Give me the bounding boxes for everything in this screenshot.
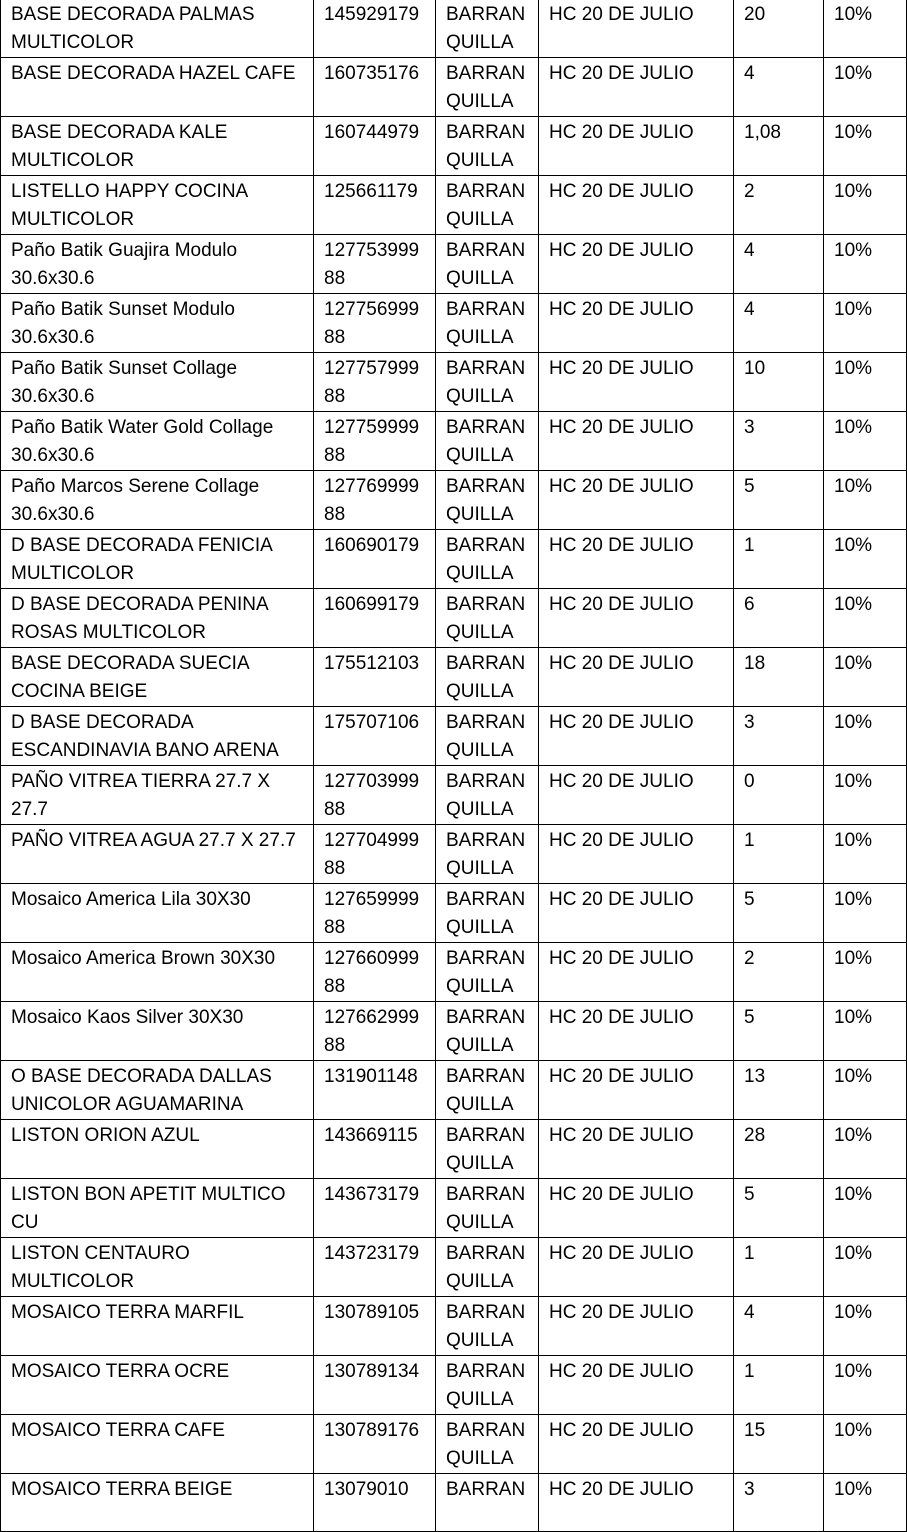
percentage-cell: 10% <box>824 1061 907 1120</box>
percentage-cell: 10% <box>824 1002 907 1061</box>
table-row <box>1 1415 907 1474</box>
code-cell: 160690179 <box>314 530 436 589</box>
product-name-cell: Paño Batik Water Gold Collage 30.6x30.6 <box>1 412 314 471</box>
code-cell: 125661179 <box>314 176 436 235</box>
store-cell: HC 20 DE JULIO <box>539 0 734 58</box>
percentage-cell: 10% <box>824 1120 907 1179</box>
quantity-cell: 1 <box>734 1238 824 1297</box>
product-name-cell: BASE DECORADA SUECIA COCINA BEIGE <box>1 648 314 707</box>
table-row <box>1 1061 907 1120</box>
quantity-cell: 5 <box>734 884 824 943</box>
percentage-cell: 10% <box>824 176 907 235</box>
code-cell: 12770399988 <box>314 766 436 825</box>
code-cell: 175512103 <box>314 648 436 707</box>
percentage-cell: 10% <box>824 471 907 530</box>
product-name-cell: Mosaico Kaos Silver 30X30 <box>1 1002 314 1061</box>
code-cell: 13079010 <box>314 1474 436 1532</box>
product-name-cell: BASE DECORADA HAZEL CAFE <box>1 58 314 117</box>
city-cell: BARRAN <box>436 1474 539 1532</box>
store-cell: HC 20 DE JULIO <box>539 58 734 117</box>
quantity-cell: 1 <box>734 1356 824 1415</box>
table-row <box>1 235 907 294</box>
quantity-cell: 1 <box>734 530 824 589</box>
city-cell: BARRAN QUILLA <box>436 471 539 530</box>
city-cell: BARRAN QUILLA <box>436 1238 539 1297</box>
product-name-cell: D BASE DECORADA PENINA ROSAS MULTICOLOR <box>1 589 314 648</box>
store-cell: HC 20 DE JULIO <box>539 884 734 943</box>
city-cell: BARRAN QUILLA <box>436 353 539 412</box>
table-row <box>1 589 907 648</box>
product-name-cell: BASE DECORADA PALMAS MULTICOLOR <box>1 0 314 58</box>
code-cell: 175707106 <box>314 707 436 766</box>
product-name-cell: LISTELLO HAPPY COCINA MULTICOLOR <box>1 176 314 235</box>
store-cell: HC 20 DE JULIO <box>539 1061 734 1120</box>
percentage-cell: 10% <box>824 648 907 707</box>
product-name-cell: PAÑO VITREA AGUA 27.7 X 27.7 <box>1 825 314 884</box>
city-cell: BARRAN QUILLA <box>436 412 539 471</box>
store-cell: HC 20 DE JULIO <box>539 176 734 235</box>
product-name-cell: MOSAICO TERRA BEIGE <box>1 1474 314 1532</box>
store-cell: HC 20 DE JULIO <box>539 353 734 412</box>
percentage-cell: 10% <box>824 117 907 176</box>
percentage-cell: 10% <box>824 1238 907 1297</box>
quantity-cell: 13 <box>734 1061 824 1120</box>
percentage-cell: 10% <box>824 1297 907 1356</box>
city-cell: BARRAN QUILLA <box>436 825 539 884</box>
store-cell: HC 20 DE JULIO <box>539 1002 734 1061</box>
product-name-cell: Paño Batik Sunset Collage 30.6x30.6 <box>1 353 314 412</box>
code-cell: 12770499988 <box>314 825 436 884</box>
percentage-cell: 10% <box>824 58 907 117</box>
table-row <box>1 412 907 471</box>
table-row <box>1 1474 907 1532</box>
quantity-cell: 4 <box>734 1297 824 1356</box>
city-cell: BARRAN QUILLA <box>436 58 539 117</box>
table-body <box>1 0 907 1532</box>
product-name-cell: MOSAICO TERRA MARFIL <box>1 1297 314 1356</box>
table-row <box>1 117 907 176</box>
table-row <box>1 1002 907 1061</box>
store-cell: HC 20 DE JULIO <box>539 1356 734 1415</box>
quantity-cell: 18 <box>734 648 824 707</box>
quantity-cell: 3 <box>734 707 824 766</box>
table-row <box>1 58 907 117</box>
code-cell: 160699179 <box>314 589 436 648</box>
table-row <box>1 825 907 884</box>
table-row <box>1 884 907 943</box>
percentage-cell: 10% <box>824 353 907 412</box>
city-cell: BARRAN QUILLA <box>436 117 539 176</box>
quantity-cell: 28 <box>734 1120 824 1179</box>
percentage-cell: 10% <box>824 766 907 825</box>
quantity-cell: 3 <box>734 1474 824 1532</box>
code-cell: 12775999988 <box>314 412 436 471</box>
quantity-cell: 4 <box>734 235 824 294</box>
store-cell: HC 20 DE JULIO <box>539 1179 734 1238</box>
code-cell: 143673179 <box>314 1179 436 1238</box>
city-cell: BARRAN QUILLA <box>436 1297 539 1356</box>
table-row <box>1 1297 907 1356</box>
store-cell: HC 20 DE JULIO <box>539 235 734 294</box>
product-name-cell: O BASE DECORADA DALLAS UNICOLOR AGUAMARINA <box>1 1061 314 1120</box>
product-name-cell: MOSAICO TERRA OCRE <box>1 1356 314 1415</box>
code-cell: 12776999988 <box>314 471 436 530</box>
city-cell: BARRAN QUILLA <box>436 1002 539 1061</box>
code-cell: 160744979 <box>314 117 436 176</box>
store-cell: HC 20 DE JULIO <box>539 1415 734 1474</box>
code-cell: 12775799988 <box>314 353 436 412</box>
store-cell: HC 20 DE JULIO <box>539 589 734 648</box>
quantity-cell: 2 <box>734 176 824 235</box>
percentage-cell: 10% <box>824 1474 907 1532</box>
city-cell: BARRAN QUILLA <box>436 530 539 589</box>
code-cell: 12775699988 <box>314 294 436 353</box>
city-cell: BARRAN QUILLA <box>436 176 539 235</box>
percentage-cell: 10% <box>824 707 907 766</box>
table-row <box>1 943 907 1002</box>
store-cell: HC 20 DE JULIO <box>539 412 734 471</box>
percentage-cell: 10% <box>824 412 907 471</box>
product-name-cell: MOSAICO TERRA CAFE <box>1 1415 314 1474</box>
percentage-cell: 10% <box>824 1415 907 1474</box>
city-cell: BARRAN QUILLA <box>436 766 539 825</box>
code-cell: 12765999988 <box>314 884 436 943</box>
percentage-cell: 10% <box>824 884 907 943</box>
store-cell: HC 20 DE JULIO <box>539 943 734 1002</box>
table-row <box>1 294 907 353</box>
product-name-cell: LISTON ORION AZUL <box>1 1120 314 1179</box>
code-cell: 12766099988 <box>314 943 436 1002</box>
code-cell: 131901148 <box>314 1061 436 1120</box>
store-cell: HC 20 DE JULIO <box>539 117 734 176</box>
store-cell: HC 20 DE JULIO <box>539 1238 734 1297</box>
store-cell: HC 20 DE JULIO <box>539 1297 734 1356</box>
quantity-cell: 20 <box>734 0 824 58</box>
product-name-cell: PAÑO VITREA TIERRA 27.7 X 27.7 <box>1 766 314 825</box>
product-name-cell: Paño Marcos Serene Collage 30.6x30.6 <box>1 471 314 530</box>
quantity-cell: 10 <box>734 353 824 412</box>
table-row <box>1 530 907 589</box>
product-name-cell: Mosaico America Brown 30X30 <box>1 943 314 1002</box>
city-cell: BARRAN QUILLA <box>436 1120 539 1179</box>
product-name-cell: LISTON CENTAURO MULTICOLOR <box>1 1238 314 1297</box>
code-cell: 143723179 <box>314 1238 436 1297</box>
percentage-cell: 10% <box>824 1179 907 1238</box>
table-row <box>1 766 907 825</box>
percentage-cell: 10% <box>824 943 907 1002</box>
quantity-cell: 5 <box>734 1002 824 1061</box>
quantity-cell: 4 <box>734 294 824 353</box>
store-cell: HC 20 DE JULIO <box>539 648 734 707</box>
city-cell: BARRAN QUILLA <box>436 0 539 58</box>
table-row <box>1 1238 907 1297</box>
city-cell: BARRAN QUILLA <box>436 943 539 1002</box>
product-name-cell: D BASE DECORADA FENICIA MULTICOLOR <box>1 530 314 589</box>
store-cell: HC 20 DE JULIO <box>539 707 734 766</box>
percentage-cell: 10% <box>824 0 907 58</box>
quantity-cell: 6 <box>734 589 824 648</box>
code-cell: 12775399988 <box>314 235 436 294</box>
quantity-cell: 15 <box>734 1415 824 1474</box>
city-cell: BARRAN QUILLA <box>436 235 539 294</box>
table-row <box>1 0 907 58</box>
table-row <box>1 1356 907 1415</box>
city-cell: BARRAN QUILLA <box>436 1179 539 1238</box>
code-cell: 145929179 <box>314 0 436 58</box>
city-cell: BARRAN QUILLA <box>436 294 539 353</box>
percentage-cell: 10% <box>824 294 907 353</box>
table-row <box>1 353 907 412</box>
product-name-cell: Paño Batik Sunset Modulo 30.6x30.6 <box>1 294 314 353</box>
table-row <box>1 176 907 235</box>
store-cell: HC 20 DE JULIO <box>539 766 734 825</box>
city-cell: BARRAN QUILLA <box>436 884 539 943</box>
percentage-cell: 10% <box>824 589 907 648</box>
store-cell: HC 20 DE JULIO <box>539 1474 734 1532</box>
city-cell: BARRAN QUILLA <box>436 648 539 707</box>
percentage-cell: 10% <box>824 530 907 589</box>
city-cell: BARRAN QUILLA <box>436 1415 539 1474</box>
store-cell: HC 20 DE JULIO <box>539 530 734 589</box>
quantity-cell: 1,08 <box>734 117 824 176</box>
percentage-cell: 10% <box>824 825 907 884</box>
code-cell: 130789105 <box>314 1297 436 1356</box>
product-name-cell: BASE DECORADA KALE MULTICOLOR <box>1 117 314 176</box>
product-name-cell: Paño Batik Guajira Modulo 30.6x30.6 <box>1 235 314 294</box>
table-row <box>1 1120 907 1179</box>
store-cell: HC 20 DE JULIO <box>539 1120 734 1179</box>
city-cell: BARRAN QUILLA <box>436 1356 539 1415</box>
product-name-cell: Mosaico America Lila 30X30 <box>1 884 314 943</box>
table-row <box>1 471 907 530</box>
quantity-cell: 5 <box>734 471 824 530</box>
product-name-cell: LISTON BON APETIT MULTICO CU <box>1 1179 314 1238</box>
store-cell: HC 20 DE JULIO <box>539 825 734 884</box>
table-row <box>1 648 907 707</box>
percentage-cell: 10% <box>824 1356 907 1415</box>
code-cell: 143669115 <box>314 1120 436 1179</box>
percentage-cell: 10% <box>824 235 907 294</box>
city-cell: BARRAN QUILLA <box>436 1061 539 1120</box>
code-cell: 12766299988 <box>314 1002 436 1061</box>
store-cell: HC 20 DE JULIO <box>539 294 734 353</box>
quantity-cell: 2 <box>734 943 824 1002</box>
city-cell: BARRAN QUILLA <box>436 707 539 766</box>
table-row <box>1 1179 907 1238</box>
quantity-cell: 5 <box>734 1179 824 1238</box>
code-cell: 130789176 <box>314 1415 436 1474</box>
quantity-cell: 4 <box>734 58 824 117</box>
quantity-cell: 1 <box>734 825 824 884</box>
table-row <box>1 707 907 766</box>
code-cell: 130789134 <box>314 1356 436 1415</box>
code-cell: 160735176 <box>314 58 436 117</box>
quantity-cell: 0 <box>734 766 824 825</box>
product-name-cell: D BASE DECORADA ESCANDINAVIA BANO ARENA <box>1 707 314 766</box>
store-cell: HC 20 DE JULIO <box>539 471 734 530</box>
quantity-cell: 3 <box>734 412 824 471</box>
city-cell: BARRAN QUILLA <box>436 589 539 648</box>
